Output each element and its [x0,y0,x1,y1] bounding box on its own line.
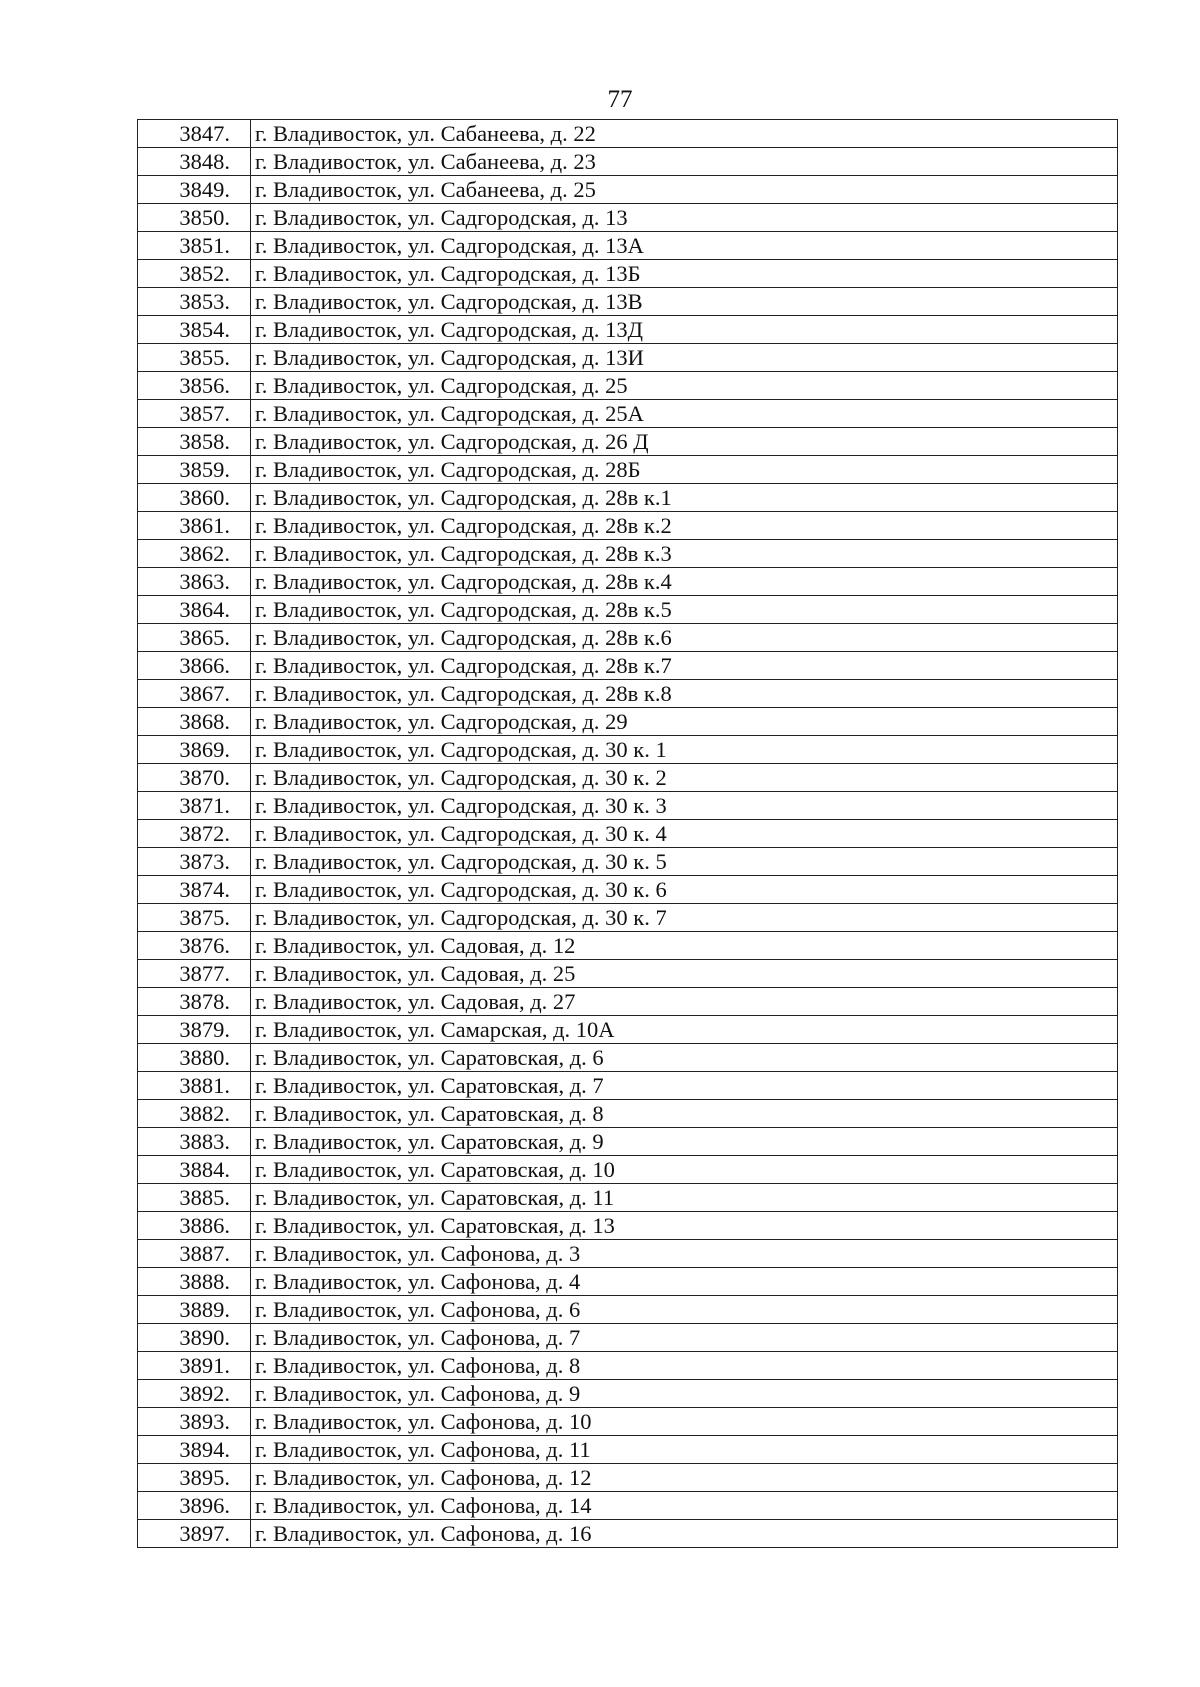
table-row [138,708,1118,736]
row-address: г. Владивосток, ул. Сабанеева, д. 23 [251,148,1118,176]
table-row [138,652,1118,680]
row-number: 3849. [138,176,251,204]
table-row [138,792,1118,820]
row-address: г. Владивосток, ул. Садгородская, д. 28Б [251,456,1118,484]
table-row [138,568,1118,596]
table-row [138,484,1118,512]
table-row [138,764,1118,792]
row-address: г. Владивосток, ул. Садгородская, д. 28в к.6 [251,624,1118,652]
address-table [137,119,1118,1548]
row-number: 3891. [138,1352,251,1380]
table-row [138,400,1118,428]
address-table-container [137,119,1117,1548]
row-address: г. Владивосток, ул. Садгородская, д. 28в к.7 [251,652,1118,680]
table-row [138,1380,1118,1408]
row-number: 3857. [138,400,251,428]
row-number: 3873. [138,848,251,876]
row-number: 3869. [138,736,251,764]
row-address: г. Владивосток, ул. Самарская, д. 10А [251,1016,1118,1044]
row-number: 3852. [138,260,251,288]
row-number: 3896. [138,1492,251,1520]
table-row [138,1100,1118,1128]
row-address: г. Владивосток, ул. Садгородская, д. 28в к.2 [251,512,1118,540]
row-number: 3867. [138,680,251,708]
row-number: 3897. [138,1520,251,1548]
row-address: г. Владивосток, ул. Садгородская, д. 13В [251,288,1118,316]
row-address: г. Владивосток, ул. Садгородская, д. 25 [251,372,1118,400]
row-address: г. Владивосток, ул. Сафонова, д. 12 [251,1464,1118,1492]
table-row [138,848,1118,876]
table-row [138,960,1118,988]
table-row [138,456,1118,484]
row-number: 3854. [138,316,251,344]
row-number: 3870. [138,764,251,792]
row-number: 3861. [138,512,251,540]
row-address: г. Владивосток, ул. Саратовская, д. 13 [251,1212,1118,1240]
row-number: 3880. [138,1044,251,1072]
table-row [138,1212,1118,1240]
table-row [138,932,1118,960]
row-number: 3876. [138,932,251,960]
table-row [138,1296,1118,1324]
row-number: 3877. [138,960,251,988]
row-number: 3888. [138,1268,251,1296]
row-address: г. Владивосток, ул. Саратовская, д. 7 [251,1072,1118,1100]
table-row [138,148,1118,176]
row-number: 3851. [138,232,251,260]
row-address: г. Владивосток, ул. Саратовская, д. 8 [251,1100,1118,1128]
row-address: г. Владивосток, ул. Сафонова, д. 16 [251,1520,1118,1548]
table-row [138,512,1118,540]
table-row [138,876,1118,904]
table-row [138,120,1118,148]
row-address: г. Владивосток, ул. Саратовская, д. 10 [251,1156,1118,1184]
row-address: г. Владивосток, ул. Садгородская, д. 13 [251,204,1118,232]
row-address: г. Владивосток, ул. Садовая, д. 12 [251,932,1118,960]
table-row [138,1128,1118,1156]
row-number: 3872. [138,820,251,848]
row-address: г. Владивосток, ул. Садгородская, д. 30 к. 6 [251,876,1118,904]
row-number: 3848. [138,148,251,176]
row-number: 3855. [138,344,251,372]
table-row [138,1492,1118,1520]
row-number: 3862. [138,540,251,568]
table-row [138,372,1118,400]
row-number: 3894. [138,1436,251,1464]
row-address: г. Владивосток, ул. Сабанеева, д. 25 [251,176,1118,204]
table-row [138,428,1118,456]
table-row [138,540,1118,568]
table-row [138,1240,1118,1268]
row-number: 3890. [138,1324,251,1352]
table-row [138,1184,1118,1212]
table-row [138,680,1118,708]
row-number: 3856. [138,372,251,400]
row-address: г. Владивосток, ул. Сафонова, д. 11 [251,1436,1118,1464]
table-row [138,288,1118,316]
table-row [138,260,1118,288]
row-number: 3879. [138,1016,251,1044]
row-number: 3889. [138,1296,251,1324]
row-address: г. Владивосток, ул. Сабанеева, д. 22 [251,120,1118,148]
row-number: 3858. [138,428,251,456]
row-number: 3893. [138,1408,251,1436]
table-row [138,1464,1118,1492]
row-address: г. Владивосток, ул. Садгородская, д. 28в к.4 [251,568,1118,596]
table-row [138,1156,1118,1184]
row-address: г. Владивосток, ул. Сафонова, д. 4 [251,1268,1118,1296]
table-row [138,1044,1118,1072]
row-number: 3847. [138,120,251,148]
page-number: 77 [607,86,633,113]
row-address: г. Владивосток, ул. Садовая, д. 27 [251,988,1118,1016]
row-number: 3882. [138,1100,251,1128]
table-row [138,624,1118,652]
row-address: г. Владивосток, ул. Садгородская, д. 28в к.5 [251,596,1118,624]
row-address: г. Владивосток, ул. Садгородская, д. 29 [251,708,1118,736]
row-number: 3864. [138,596,251,624]
row-number: 3885. [138,1184,251,1212]
row-number: 3850. [138,204,251,232]
row-address: г. Владивосток, ул. Саратовская, д. 11 [251,1184,1118,1212]
row-address: г. Владивосток, ул. Садгородская, д. 26 Д [251,428,1118,456]
table-row [138,316,1118,344]
row-address: г. Владивосток, ул. Садгородская, д. 25А [251,400,1118,428]
row-number: 3853. [138,288,251,316]
table-row [138,1268,1118,1296]
row-address: г. Владивосток, ул. Садовая, д. 25 [251,960,1118,988]
row-number: 3892. [138,1380,251,1408]
row-address: г. Владивосток, ул. Садгородская, д. 13И [251,344,1118,372]
table-row [138,1436,1118,1464]
row-address: г. Владивосток, ул. Садгородская, д. 30 к. 1 [251,736,1118,764]
row-address: г. Владивосток, ул. Сафонова, д. 3 [251,1240,1118,1268]
table-row [138,1520,1118,1548]
row-address: г. Владивосток, ул. Сафонова, д. 10 [251,1408,1118,1436]
row-address: г. Владивосток, ул. Садгородская, д. 13А [251,232,1118,260]
table-row [138,204,1118,232]
row-address: г. Владивосток, ул. Садгородская, д. 30 к. 3 [251,792,1118,820]
table-row [138,1072,1118,1100]
row-address: г. Владивосток, ул. Садгородская, д. 30 к. 5 [251,848,1118,876]
row-number: 3860. [138,484,251,512]
row-address: г. Владивосток, ул. Саратовская, д. 6 [251,1044,1118,1072]
row-address: г. Владивосток, ул. Садгородская, д. 13Д [251,316,1118,344]
address-table-body [138,120,1118,1548]
table-row [138,820,1118,848]
row-address: г. Владивосток, ул. Садгородская, д. 30 к. 4 [251,820,1118,848]
row-number: 3886. [138,1212,251,1240]
row-number: 3878. [138,988,251,1016]
row-number: 3874. [138,876,251,904]
row-number: 3883. [138,1128,251,1156]
row-number: 3865. [138,624,251,652]
row-number: 3884. [138,1156,251,1184]
table-row [138,904,1118,932]
table-row [138,232,1118,260]
row-number: 3895. [138,1464,251,1492]
row-address: г. Владивосток, ул. Сафонова, д. 14 [251,1492,1118,1520]
row-number: 3866. [138,652,251,680]
row-number: 3887. [138,1240,251,1268]
row-number: 3881. [138,1072,251,1100]
row-number: 3868. [138,708,251,736]
row-address: г. Владивосток, ул. Сафонова, д. 8 [251,1352,1118,1380]
row-number: 3863. [138,568,251,596]
row-address: г. Владивосток, ул. Садгородская, д. 28в к.3 [251,540,1118,568]
row-number: 3859. [138,456,251,484]
row-address: г. Владивосток, ул. Садгородская, д. 30 к. 7 [251,904,1118,932]
row-address: г. Владивосток, ул. Садгородская, д. 13Б [251,260,1118,288]
table-row [138,988,1118,1016]
table-row [138,1408,1118,1436]
row-address: г. Владивосток, ул. Садгородская, д. 30 к. 2 [251,764,1118,792]
row-address: г. Владивосток, ул. Садгородская, д. 28в к.8 [251,680,1118,708]
row-number: 3871. [138,792,251,820]
table-row [138,176,1118,204]
table-row [138,344,1118,372]
table-row [138,1324,1118,1352]
table-row [138,736,1118,764]
table-row [138,1016,1118,1044]
row-address: г. Владивосток, ул. Садгородская, д. 28в к.1 [251,484,1118,512]
row-number: 3875. [138,904,251,932]
row-address: г. Владивосток, ул. Саратовская, д. 9 [251,1128,1118,1156]
row-address: г. Владивосток, ул. Сафонова, д. 7 [251,1324,1118,1352]
row-address: г. Владивосток, ул. Сафонова, д. 6 [251,1296,1118,1324]
table-row [138,596,1118,624]
row-address: г. Владивосток, ул. Сафонова, д. 9 [251,1380,1118,1408]
table-row [138,1352,1118,1380]
